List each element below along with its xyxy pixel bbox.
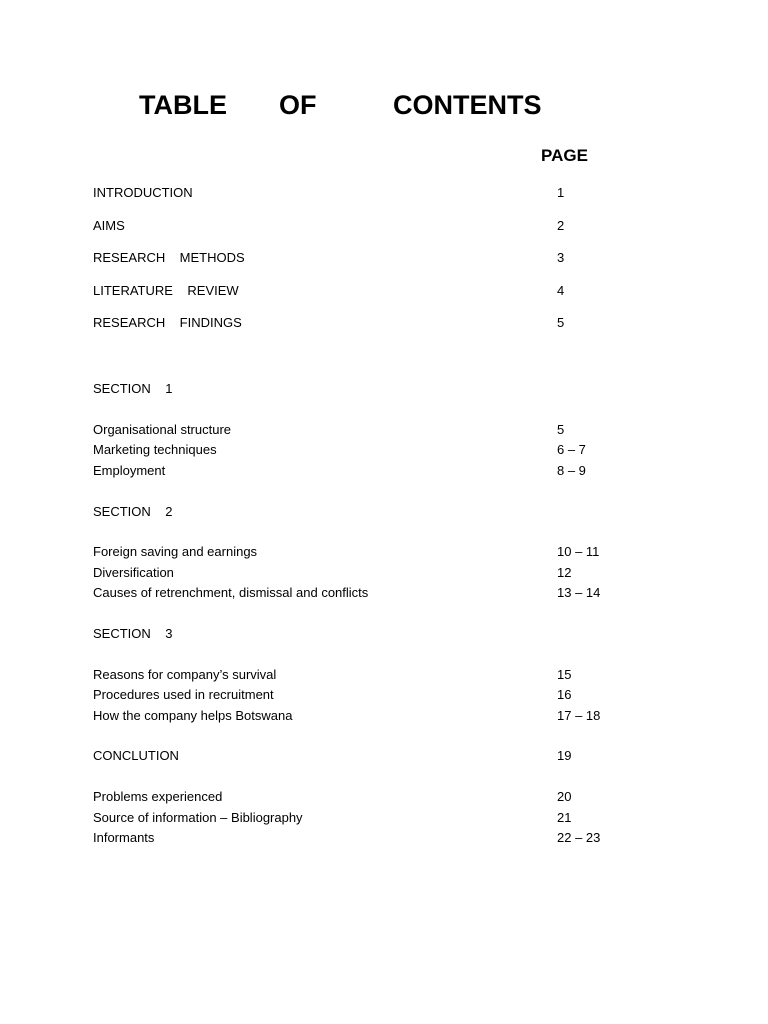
toc-entry-label: RESEARCH FINDINGS xyxy=(93,315,242,330)
toc-entry-page: 3 xyxy=(557,250,565,265)
title-word-contents: CONTENTS xyxy=(393,90,542,120)
toc-entry-page: 5 xyxy=(557,315,565,330)
toc-entry-label: CONCLUTION xyxy=(93,748,179,763)
toc-entry-source-of-information xyxy=(93,809,653,827)
toc-entry-page: 16 xyxy=(557,687,572,702)
toc-entry-page: 13 – 14 xyxy=(557,585,601,600)
toc-section-label: SECTION 1 xyxy=(93,381,173,396)
toc-entry-label: Procedures used in recruitment xyxy=(93,687,274,702)
toc-entry-diversification xyxy=(93,564,653,582)
toc-entry-page: 5 xyxy=(557,422,565,437)
toc-entry-page: 22 – 23 xyxy=(557,830,601,845)
title-word-table: TABLE xyxy=(139,90,227,120)
toc-section-label: SECTION 3 xyxy=(93,626,173,641)
toc-entry-page: 2 xyxy=(557,218,565,233)
page-title xyxy=(0,90,768,130)
page-column-heading: PAGE xyxy=(541,146,588,165)
toc-entry-label: Marketing techniques xyxy=(93,442,217,457)
toc-entry-label: Informants xyxy=(93,830,155,845)
toc-entry-literature-review xyxy=(93,282,653,300)
toc-entry-page: 17 – 18 xyxy=(557,708,601,723)
toc-entry-label: RESEARCH METHODS xyxy=(93,250,245,265)
toc-entry-organisational-structure xyxy=(93,421,653,439)
toc-entry-page: 6 – 7 xyxy=(557,442,586,457)
toc-entry-label: Foreign saving and earnings xyxy=(93,544,258,559)
toc-entry-label: LITERATURE REVIEW xyxy=(93,283,239,298)
toc-entry-recruitment-procedures xyxy=(93,686,653,704)
toc-entry-page: 21 xyxy=(557,810,572,825)
toc-entry-informants xyxy=(93,829,653,847)
toc-section-label: SECTION 2 xyxy=(93,504,173,519)
toc-section-1-heading xyxy=(93,380,653,398)
toc-entry-problems-experienced xyxy=(93,788,653,806)
toc-entry-company-helps-botswana xyxy=(93,707,653,725)
toc-section-3-heading xyxy=(93,625,653,643)
toc-entry-label: AIMS xyxy=(93,218,125,233)
toc-entry-label: Source of information – Bibliography xyxy=(93,810,303,825)
toc-entry-page: 10 – 11 xyxy=(557,544,600,559)
toc-entry-introduction xyxy=(93,184,653,202)
toc-section-2-heading xyxy=(93,503,653,521)
toc-entry-page: 8 – 9 xyxy=(557,463,586,478)
toc-entry-conclution xyxy=(93,747,653,765)
toc-entry-aims xyxy=(93,217,653,235)
toc-entry-label: How the company helps Botswana xyxy=(93,708,293,723)
toc-entry-label: Diversification xyxy=(93,565,174,580)
toc-entry-label: INTRODUCTION xyxy=(93,185,193,200)
toc-entry-label: Causes of retrenchment, dismissal and conflicts xyxy=(93,585,369,600)
toc-entry-employment xyxy=(93,462,653,480)
toc-entry-research-findings xyxy=(93,314,653,332)
toc-entry-page: 20 xyxy=(557,789,572,804)
toc-entry-label: Reasons for company’s survival xyxy=(93,667,277,682)
toc-entry-label: Organisational structure xyxy=(93,422,232,437)
title-word-of: OF xyxy=(279,90,317,120)
toc-entry-page: 15 xyxy=(557,667,572,682)
toc-entry-label: Problems experienced xyxy=(93,789,223,804)
toc-entry-foreign-saving xyxy=(93,543,653,561)
toc-entry-page: 12 xyxy=(557,565,572,580)
toc-entry-marketing-techniques xyxy=(93,441,653,459)
toc-entry-page: 1 xyxy=(557,185,565,200)
toc-entry-reasons-for-survival xyxy=(93,666,653,684)
toc-entry-page: 19 xyxy=(557,748,572,763)
toc-entry-page: 4 xyxy=(557,283,565,298)
toc-entry-label: Employment xyxy=(93,463,166,478)
toc-entry-causes-of-retrenchment xyxy=(93,584,653,602)
toc-entry-research-methods xyxy=(93,249,653,267)
